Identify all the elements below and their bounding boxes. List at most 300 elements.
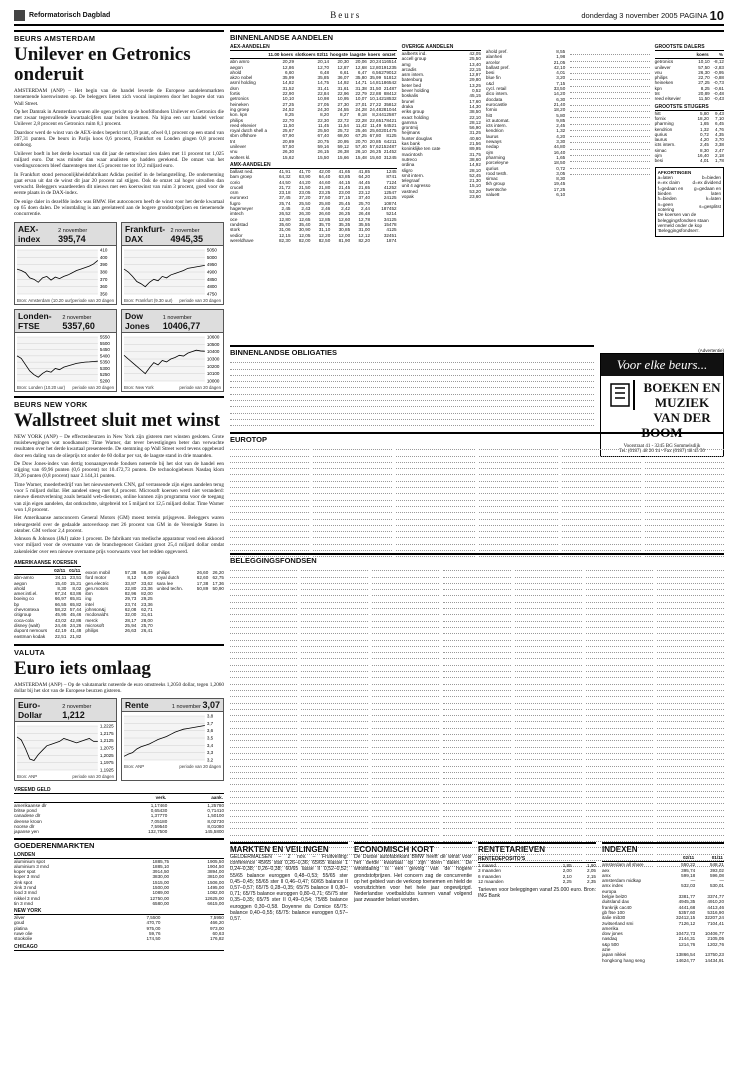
chart-source: Bron: Londen (10.20 uur) [17,384,66,390]
table-cell: -0,61 [713,85,724,91]
table-cell: 30,90 [298,227,311,233]
table-cell: 66,55 [54,601,67,607]
bookshop-ad[interactable] [600,348,724,454]
table-cell: 2,25 [562,878,572,884]
table-cell: 45,46 [69,612,82,618]
table-cell: 15,48 [355,154,367,160]
y-tick-label: 3,7 [206,721,214,727]
table-cell: 56,49 [141,569,153,575]
table-cell: gen.motors [85,585,109,591]
table-cell: 2,46 [321,206,331,212]
table-cell: 22,65 [369,117,382,123]
table-cell: 37,15 [338,195,351,201]
table-cell: 1,65 [700,121,709,127]
table-cell: 31,41 [317,85,330,91]
table-cell: vnu [230,149,238,155]
fondsen-column [230,565,297,867]
y-tick-label: 3,3 [206,750,214,756]
table-cell: 21,56 [469,141,481,147]
table-cell: 1515,00 [152,879,170,885]
table-cell: 12,00 [338,232,351,238]
table-cell: 6,48 [320,69,330,75]
table-cell: 1874 [386,237,397,243]
table-cell: 1245 [386,168,397,174]
table-cell: 11,42 [355,122,367,128]
paper-logo-icon [14,10,25,21]
table-cell: 65,82 [69,601,82,607]
table-cell: 63,90 [298,174,311,180]
table-cell: 466,20 [209,920,224,926]
table-cell: 15478 [383,221,397,227]
y-tick-label: 5500 [99,340,110,346]
table-cell: 31,61 [141,612,153,618]
table-cell: 4413,46 [707,904,724,910]
obligaties-title: BINNENLANDSE OBLIGATIES [230,345,594,357]
overig-table-1 [402,51,481,199]
table-cell: 7,05180 [150,818,168,824]
table-cell: 0,52 [471,88,481,94]
chart-ftse [14,309,117,392]
table-cell: 24,46 [54,622,67,628]
valuta-headline: Euro iets omlaag [14,657,151,679]
table-cell: 65,81 [69,596,82,602]
vreemd-geld-title: VREEMD GELD [14,787,224,794]
table-cell: belgie bel20 [602,894,627,900]
table-cell: 1,32 [700,126,709,132]
chart-title: Frankfurt-DAX [125,223,166,244]
table-cell: 25,50 [469,56,481,62]
table-cell: 44,15 [338,179,351,185]
chart-period: periode van 20 dagen [72,774,114,780]
table-cell: ballast ned. [230,168,254,174]
table-cell: hitt [485,112,493,118]
table-cell: 8,02730 [207,818,224,824]
table-cell: 11,49 [370,122,382,128]
dalers-table: koers % getronics 10,10 -8,12 unilever 57,50 -2,83 vnu 26,30 -0,95 philips 22,70 -0,88 heineken 27,25 -0,73 kpn 8,25 -0,61 tnt 20,89 -0,48 reed elsevier 11,50 -0,43 [654,52,724,102]
table-cell: n=geen notering [657,201,675,212]
table-cell: 26,30 [698,69,710,75]
indexen-section [602,842,724,1062]
chart-header [15,310,116,333]
y-tick-label: 410 [99,247,108,253]
table-cell: 1,17460 [150,802,168,808]
table-cell: nutreco [401,156,417,162]
table-cell: amx [602,872,611,878]
table-row [85,628,152,633]
table-cell: 7126,12 [678,920,696,926]
table-cell: 25,46 [355,128,367,134]
table-cell: 23,18 [279,190,291,196]
table-cell: imtech [230,211,244,217]
table-cell: ing groep [230,106,250,112]
table-cell: 1904,50 [207,863,224,869]
table-cell: 15,62 [282,154,294,160]
y-tick-label: 10400 [206,348,220,354]
table-cell: 1495,00 [207,885,224,890]
table-cell: 15,21 [69,580,82,586]
table-cell: kendrion [485,128,504,134]
table-cell: 176,82 [209,936,224,942]
table-row [658,202,721,213]
table-cell: 11,50 [698,96,710,102]
table-cell: 64,32 [279,174,291,180]
table-cell: 29,73 [124,596,137,602]
line-chart [15,246,116,298]
binnenland-grid [230,42,724,243]
table-cell: 57,44 [69,607,82,613]
chart-header [122,699,223,712]
table-cell: laurus [485,133,499,139]
table-cell: 8,02 [72,585,82,591]
table-cell: s=gesplitst [699,204,721,210]
table-cell: 20,24 [369,59,382,65]
table-cell: 6,60 [285,69,294,75]
table-cell: 281044 [381,106,397,112]
table-cell: draka [401,103,414,109]
table-cell: 22,30 [317,117,330,123]
table-cell: aegon [230,64,243,70]
table-cell: 31,25 [469,130,481,136]
eurotop-title: EUROTOP [230,432,724,444]
table-cell: 12,85 [318,216,331,222]
table-cell: randstad [230,221,248,227]
y-tick-label: 3,4 [206,743,214,749]
table-cell: 132,7500 [148,829,168,835]
newyork-kicker: BEURS NEW YORK [14,396,224,409]
obligaties-lines [230,357,594,433]
table-cell: 7104,41 [707,920,724,926]
table-cell: 44,20 [298,179,311,185]
table-cell: aalberts ind. [401,51,427,56]
rente-title: RENTETARIEVEN [478,842,596,854]
table-cell: 2105,05 [707,936,724,942]
table-cell: twentsche [485,186,507,192]
valuta-kicker: VALUTA [14,644,224,657]
table-cell: 41,65 [338,168,351,174]
y-tick-label: 1,2075 [99,745,114,751]
ad-slogan: Voor elke beurs... [601,354,723,376]
table-cell: 20,70 [355,138,367,144]
table-cell: 21,45 [338,184,351,190]
table-cell: 50,89 [196,585,209,591]
table-cell: 12,12 [358,232,370,238]
table-cell: 3,70 [715,137,724,143]
y-tick-label: 10100 [206,370,220,376]
table-cell: 25,67 [282,128,294,134]
grootste-block [655,42,724,243]
table-cell: 51812 [383,75,397,81]
table-cell: 1,85 [562,863,572,868]
table-cell: 82,00 [141,591,153,597]
table-cell: fortis [230,91,240,97]
table-cell: 31,75 [469,151,481,157]
table-cell: 8,09 [143,575,153,581]
table-cell: canadese dlr [14,813,41,819]
table-cell: 4910,20 [707,899,724,905]
table-cell: 33,62 [141,580,153,586]
chart-source: Bron: ANP [17,774,38,780]
table-cell: 1089,00 [152,890,170,896]
table-cell: 27,30 [337,101,349,107]
table-cell: simac [485,176,498,182]
table-cell: 3,38 [715,142,724,148]
table-cell: 152487 [381,144,397,150]
table-cell: ing [85,596,92,602]
table-cell: 57,40 [355,144,367,150]
table-cell: 37,50 [318,195,331,201]
table-cell: 2,43 [301,206,311,212]
table-cell: amx index [602,883,623,889]
table-cell: britse pond [14,808,37,814]
table-cell: philips [230,117,244,123]
table-cell: 35,70 [318,221,331,227]
fondsen-column [301,565,368,867]
table-cell: 27,05 [317,101,330,107]
table-cell: unilever [230,144,247,150]
table-cell: 41,48 [69,628,82,634]
table-cell: 5214 [386,211,397,217]
table-cell: frankrijk cac40 [602,904,632,910]
table-cell: 32412,15 [676,915,696,921]
table-cell: 26,15 [317,149,330,155]
table-cell: 41,91 [279,168,291,174]
table-cell: 31,00 [358,227,370,233]
table-cell: 12547 [383,190,397,196]
table-cell: 68,00 [337,133,349,139]
table-cell: 22,80 [124,585,137,591]
table-cell: 2,05 [587,868,596,874]
table-cell: 26,30 [298,211,311,217]
table-cell: wolters kl. [230,154,251,160]
table-cell: simac [654,147,667,153]
table-cell: 4125 [386,227,397,233]
table-cell: grontmij [401,125,418,131]
table-cell: 82,50 [318,237,331,243]
table-cell: 4,35 [715,131,724,137]
us-quotes-table-2 [85,570,152,634]
table-cell: reed elsevier [230,122,257,128]
table-cell: 3,20 [556,75,566,81]
table-cell: 21,65 [358,184,370,190]
table-cell: 1,37770 [150,813,168,819]
table-cell: 1 maand [478,863,496,868]
table-cell: 22,72 [337,117,349,123]
goederen-sub-chicago: CHICAGO [14,944,224,951]
afkortingen-box [655,167,724,237]
index-charts-bottom [14,698,224,781]
table-cell: 26,52 [279,211,291,217]
table-cell: 1,78 [715,158,724,164]
amsterdam-kicker: BEURS AMSTERDAM [14,30,224,43]
table-cell: philips [156,569,170,575]
table-cell: ahold [14,585,26,591]
section-title: Beurs [330,10,362,20]
y-tick-label: 1,2175 [99,731,114,737]
table-cell: akzo nobel [230,75,253,81]
table-cell: crucell [230,184,244,190]
table-cell: aex [602,867,610,873]
table-cell: sbm offshore [230,133,257,139]
table-cell: zink 3 mnd [14,885,37,890]
table-cell: 52,45 [469,172,481,178]
table-cell: 11,54 [337,122,349,128]
table-cell: italie mib30 [602,915,626,921]
table-cell: 35,55 [358,221,370,227]
table-cell: 8,27 [340,112,349,118]
table-cell: amg [401,61,411,67]
table-cell: batenburg [401,77,423,83]
chart-value: 2 november 1,212 [62,704,92,721]
table-cell: 17,36 [212,580,224,586]
table-cell: 1,32 [556,128,566,134]
y-tick-label: 1,1925 [99,767,114,773]
y-tick-label: 5200 [99,378,110,384]
table-cell: 3 maanden [478,868,501,874]
table-cell: 66,97 [54,596,67,602]
table-cell: -0,73 [713,80,724,86]
chart-value: 2 november 5357,60 [62,314,95,331]
table-cell: 24,55 [337,106,349,112]
table-cell: asm intern. [401,72,425,78]
table-cell: 1,25780 [207,802,224,808]
table-cell: 57,38 [124,569,137,575]
table-cell: 973,00 [209,925,224,931]
table-cell: 12,20 [318,232,331,238]
y-tick-label: 5250 [99,371,110,377]
table-cell: 37,20 [298,195,311,201]
table-cell: 10874 [383,200,397,206]
table-cell: 3,30 [556,139,566,145]
table-row [14,829,224,834]
table-cell: 596,08 [709,872,724,878]
aex-block [230,42,397,243]
table-cell: 26,10 [355,149,367,155]
table-cell: duitsland dax [602,899,630,905]
vreemd-geld-table: verk. aank. amerikaanse dlr 1,17460 1,25780 britse pond 0,65430 0,71410 canadese dlr 1,37770 1,50100 deense kroon 7,05180 8,02730 noorse dlr 7,59540 8,01080 japanse yen 132,7500 145,5800 [14,795,224,835]
table-cell: 13,25 [469,82,481,88]
table-cell: ibm [85,591,93,597]
table-cell: 6 maanden [478,873,501,879]
table-cell: smit intern. [401,172,425,178]
table-cell: stork [230,227,240,233]
eurotop-section [230,432,724,547]
table-cell: 31,38 [355,85,367,91]
table-cell: -0,43 [713,96,724,102]
table-cell: 24125 [383,195,397,201]
table-cell: 20,75 [317,138,330,144]
chart-title: Londen-FTSE [18,310,52,331]
us-quotes-col2 [85,558,152,639]
obligaties-section [230,345,594,425]
table-cell: 33,50 [553,86,566,92]
stijgers-title: GROOTSTE STIJGERS [655,104,724,111]
table-cell: nedap [485,144,499,150]
table-cell: -0,95 [713,69,724,75]
chart-value: 1 november 3,07 [171,700,220,711]
table-cell: exact holding [401,114,429,120]
table-cell: 12,15 [279,232,291,238]
y-tick-label: 350 [99,291,108,297]
line-chart [15,333,116,385]
paragraph: AMSTERDAM (ANP) – Het begin van de handel leverde de Europese aandelenmarkten toenemende koerswinsten op. De beleggers lieten zich vooral inspireren door het hogere slot van Wall Street. [14,88,224,107]
table-cell: 67,24 [54,591,67,597]
table-cell: 10,14 [369,96,382,102]
table-cell: 4,20 [556,133,566,139]
table-cell: -0,48 [713,91,724,97]
paragraph: Time Warner, moederbedrijf van het nieuwsnetwerk CNN, gaf verrassende zijn eigen aandelen terug voor 5 miljard dollar. Het aandeel steeg met 8,4 procent. Microsoft koersen werd niet veranderd: nieuwe dienstverlening zoals betaald web-diensten, online kunnen zijn programma voor de toegang van zijn eigen aandelen, dat ontkrachtte, uitgebreid tot 5 miljard tot 12,5 miljard dollar. Time Warner won 1,8 procent. [14,481,224,513]
table-cell: heineken [230,101,249,107]
y-tick-label: 3,5 [206,735,214,741]
table-cell: 7,59540 [150,823,168,829]
table-cell: 62,71 [141,607,153,613]
table-cell: philips [85,628,99,634]
chart-aex [14,222,117,305]
table-cell: eurocastle [485,101,508,107]
price-lines [570,49,649,175]
table-cell: 4,76 [715,126,724,132]
table-cell: koper spot [14,869,36,875]
table-cell: 20,89 [282,138,294,144]
table-cell: 31,52 [282,85,294,91]
table-cell: goud [14,920,25,926]
table-cell: pharming [485,154,506,160]
table-cell: 23,74 [124,601,137,607]
table-cell: 43,02 [54,617,67,623]
paragraph: NEW YORK (ANP) – De effectenbeurzen in New York zijn gisteren met winsten gesloten. Grote muisbewegingen wat noodkansen: Time Warner, dat tever bevestigingen beter dan verwachte resultaten over het derde kwartaal presenteerde. De stemming op Wall Street werd tevens opgebeurd door een daling van de olieprijs tot onder de 60 dollar per vat, de laagste stand in drie maanden. [14,433,224,459]
table-cell: stookolie [14,936,33,942]
table-cell: 31,06 [279,227,291,233]
y-tick-label: 1,2125 [99,738,114,744]
table-cell: 1506,00 [207,879,224,885]
table-row [655,158,724,163]
table-cell: 26,30 [282,149,294,155]
table-cell: azie [602,947,611,953]
chart-source: Bron: New York [124,384,154,390]
table-cell: merck [85,617,98,623]
table-cell: 20,29 [282,59,294,65]
chart-header [122,223,223,246]
table-cell: 37,40 [358,195,370,201]
table-cell: 7,5950 [209,915,224,921]
table-cell: 22,70 [282,117,294,123]
chart-period: periode van 20 dagen [72,297,114,303]
y-tick-label: 3,8 [206,713,214,719]
table-row [230,238,397,243]
table-cell: 3894,00 [207,869,224,875]
chart-header [15,699,116,722]
table-cell: heijmans [401,130,420,136]
table-cell: 3914,50 [152,869,170,875]
fondsen-column [515,565,582,867]
markten-section [230,842,348,1062]
table-cell: 57,62 [369,144,382,150]
binnenland-section [230,30,724,340]
table-cell: 25,70 [141,622,153,628]
y-tick-label: 5300 [99,365,110,371]
table-cell: 21,82 [69,633,82,639]
table-cell: disney (walt) [14,622,40,628]
table-cell: 21,40 [553,101,566,107]
table-cell: 59,16 [317,144,330,150]
table-cell: 12,68 [355,64,367,70]
paragraph: Unilever boeft in het derde kwartaal van dit jaar de nettowinst zien dalen met 11 procent tot 1,025 miljard euro. Dat was minder dan waar analisten op hadden gerekend. De omzet van het voedingsconcern bleef daarentegen met 4,5 procent toe tot 10,2 miljard euro. [14,150,224,170]
table-cell: 22,15 [469,66,481,72]
table-cell: 25,94 [124,622,137,628]
table-cell: unit 4 agresso [401,183,431,189]
table-cell: johnson&j [85,607,106,613]
table-cell: k=laten [706,196,721,202]
table-cell: 532,03 [681,883,696,889]
